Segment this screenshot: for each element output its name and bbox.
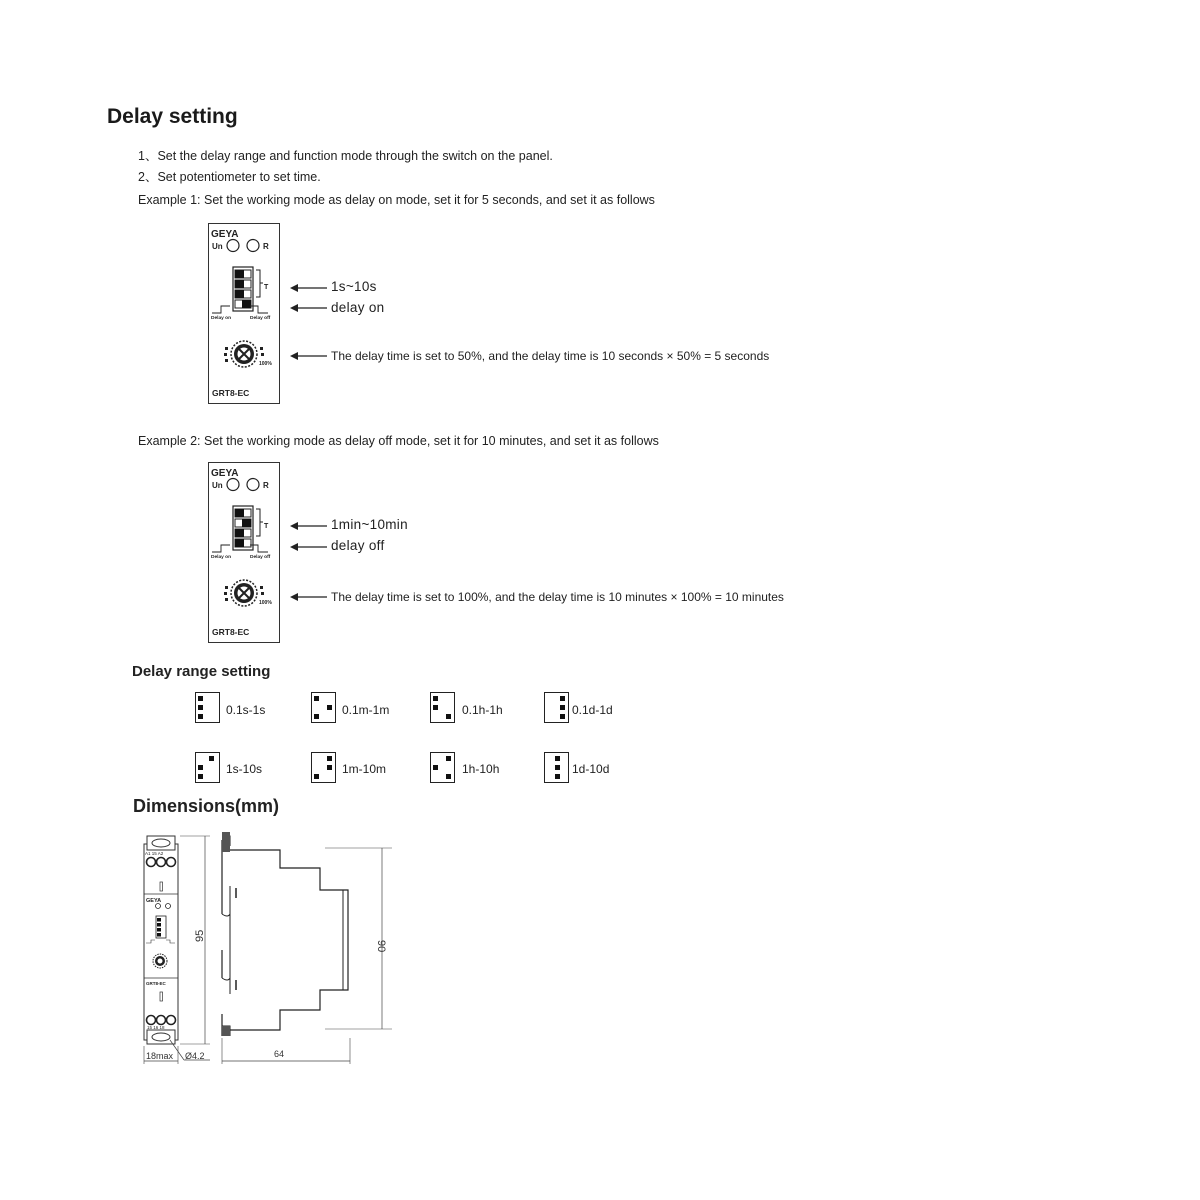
arrow-left-icon	[290, 593, 327, 601]
panel-led-un: Un	[212, 242, 223, 251]
arrow-left-icon	[290, 352, 327, 360]
panel-pot-max: 100%	[259, 600, 272, 606]
arrow-left-icon	[290, 522, 327, 530]
panel-model: GRT8-EC	[212, 388, 250, 398]
step-1: 1、Set the delay range and function mode through the switch on the panel.	[138, 149, 553, 163]
dip-range-icon	[196, 753, 220, 783]
range-label: 1d-10d	[572, 762, 610, 776]
pot-note-2: The delay time is set to 100%, and the delay time is 10 minutes × 100% = 10 minutes	[331, 590, 784, 604]
panel-brand: GEYA	[211, 229, 239, 240]
dim-18-label: 18max	[146, 1051, 174, 1061]
example-2-heading: Example 2: Set the working mode as delay off mode, set it for 10 minutes, and set it as follows	[138, 434, 659, 448]
clip-bottom-icon	[152, 1033, 170, 1041]
dim-hole-label: Ø4.2	[185, 1051, 205, 1061]
led-r-icon	[247, 479, 259, 491]
dimensions-heading: Dimensions(mm)	[133, 796, 280, 816]
relay-panel-example-1	[208, 223, 280, 404]
clip-top-icon	[152, 839, 170, 847]
panel-label-delay-on: Delay on	[211, 316, 231, 321]
panel-switch-t: T	[264, 284, 269, 291]
range-note-1: 1s~10s	[331, 279, 377, 294]
page-title: Delay setting	[107, 105, 238, 128]
front-brand: GEYA	[146, 898, 162, 904]
range-setting-heading: Delay range setting	[132, 663, 271, 680]
range-label: 1s-10s	[226, 762, 263, 776]
mode-note-2: delay off	[331, 538, 385, 553]
led-un-icon	[227, 479, 239, 491]
side-view	[222, 832, 348, 1036]
led-r-icon	[247, 240, 259, 252]
led-icon	[166, 904, 171, 909]
led-icon	[156, 904, 161, 909]
panel-label-delay-on: Delay on	[211, 555, 231, 560]
range-label: 1h-10h	[462, 762, 500, 776]
front-model: GRT8-EC	[146, 981, 166, 986]
terminals-bottom-label: 15 16 18	[147, 1025, 165, 1030]
terminal-screws-bottom-icon	[147, 1016, 176, 1025]
mode-note-1: delay on	[331, 300, 385, 315]
step-2: 2、Set potentiometer to set time.	[138, 170, 321, 184]
panel-label-delay-off: Delay off	[250, 555, 271, 560]
dip-range-icon	[196, 693, 220, 723]
dip-range-icon	[312, 693, 336, 723]
pot-note-1: The delay time is set to 50%, and the delay time is 10 seconds × 50% = 5 seconds	[331, 349, 770, 363]
range-label: 1m-10m	[342, 762, 387, 776]
range-note-2: 1min~10min	[331, 517, 408, 532]
arrows-example-1	[289, 280, 329, 370]
terminal-screws-top-icon	[147, 858, 176, 867]
dip-range-icon	[545, 693, 569, 723]
panel-brand: GEYA	[211, 468, 239, 479]
led-un-icon	[227, 240, 239, 252]
arrow-left-icon	[290, 304, 327, 312]
arrow-left-icon	[290, 543, 327, 551]
relay-panel-example-2	[208, 462, 280, 643]
panel-model: GRT8-EC	[212, 627, 250, 637]
range-label: 0.1d-1d	[572, 703, 613, 717]
panel-pot-max: 100%	[259, 361, 272, 367]
terminals-top-label: A1 15 A2	[145, 851, 164, 856]
dim-64-label: 64	[274, 1049, 285, 1059]
dim-90-label: 90	[375, 940, 387, 953]
front-view	[144, 836, 178, 1044]
panel-led-r: R	[263, 242, 269, 251]
range-label: 0.1h-1h	[462, 703, 503, 717]
potentiometer-icon	[153, 954, 167, 968]
panel-label-delay-off: Delay off	[250, 316, 271, 321]
arrow-left-icon	[290, 284, 327, 292]
panel-switch-t: T	[264, 523, 269, 530]
panel-led-un: Un	[212, 481, 223, 490]
panel-led-r: R	[263, 481, 269, 490]
dip-range-icon	[545, 753, 569, 783]
dip-range-icon	[431, 693, 455, 723]
dimensions-drawing	[130, 830, 400, 1070]
arrows-example-2	[289, 518, 329, 608]
range-label: 0.1s-1s	[226, 703, 266, 717]
dip-range-icon	[312, 753, 336, 783]
range-label: 0.1m-1m	[342, 703, 390, 717]
dip-range-icon	[431, 753, 455, 783]
dim-95-label: 95	[194, 929, 206, 942]
example-1-heading: Example 1: Set the working mode as delay on mode, set it for 5 seconds, and set it as follows	[138, 193, 655, 207]
